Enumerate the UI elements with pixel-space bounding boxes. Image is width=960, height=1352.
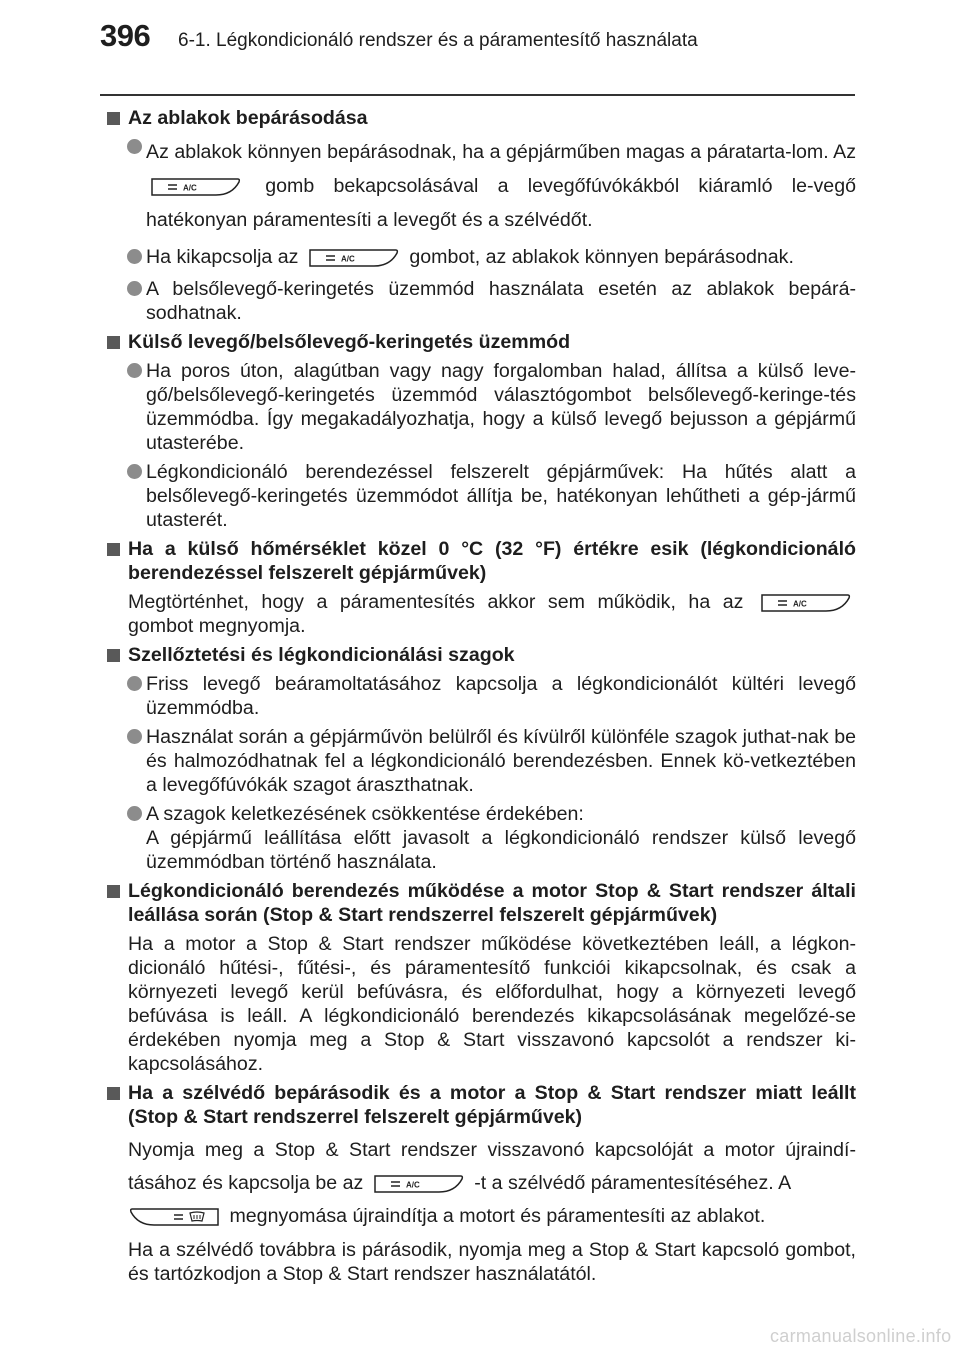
- list-item: Légkondicionáló berendezéssel felszerelt gépjárművek: Ha hűtés alatt a belsőlevegő-keringetés üzemmódot állítja be, hatékonyan lehűtheti a gép-jármű utasterét.: [107, 460, 856, 532]
- section-title: Az ablakok bepárásodása: [107, 106, 856, 130]
- windshield-defroster-icon: [128, 1206, 220, 1228]
- page-number: 396: [100, 18, 151, 53]
- bullet-dot-icon: [127, 139, 142, 154]
- list-item: Használat során a gépjárművön belülről és kívülről különféle szagok juthat-nak be és halmozódhatnak fel a légkondicionáló berendezésben. Ennek kö-vetkeztében a levegőfúvókák szagot áraszthatnak.: [107, 725, 856, 797]
- bullet-dot-icon: [127, 806, 142, 821]
- ac-button-icon: [150, 176, 242, 198]
- bullet-dot-icon: [127, 249, 142, 264]
- ac-button-icon: [373, 1173, 465, 1195]
- paragraph: Nyomja meg a Stop & Start rendszer visszavonó kapcsolóját a motor újraindí-tásához és kapcsolja be az A/C -t a szélvédő páramentesítéséhez. A megnyomása újraindítja a motort és páramentesíti az ablakot.: [128, 1139, 856, 1227]
- bullet-dot-icon: [127, 464, 142, 479]
- section-title: Szellőztetési és légkondicionálási szagok: [107, 643, 856, 667]
- list-item: Az ablakok könnyen bepárásodnak, ha a gépjárműben magas a páratarta-lom. Az A/C gomb bekapcsolásával a levegőfúvókákból kiáramló le-vegő hatékonyan páramentesíti a levegőt és a szélvédőt.: [107, 135, 856, 237]
- section-square-icon: [107, 543, 120, 556]
- paragraph: Ha a motor a Stop & Start rendszer működése következtében leáll, a légkon-dicionáló hűtési-, fűtési-, és páramentesítő funkciói kikapcsolnak, és csak a környezeti levegő kerül befúvásra, és előfordulhat, hogy a környezeti levegő befúvása is leáll. A légkondicionáló berendezés kikapcsolásának megelőzé-se érdekében nyomja meg a Stop & Start visszavonó kapcsolót a rendszer ki-kapcsolásához.: [128, 933, 856, 1075]
- section-square-icon: [107, 112, 120, 125]
- section-square-icon: [107, 336, 120, 349]
- section-square-icon: [107, 649, 120, 662]
- page-header: [0, 0, 960, 96]
- list-item: A szagok keletkezésének csökkentése érdekében: A gépjármű leállítása előtt javasolt a légkondicionáló rendszer külső levegő üzemmódban történő használata.: [107, 802, 856, 874]
- bullet-dot-icon: [127, 281, 142, 296]
- ac-button-icon: [308, 247, 400, 269]
- list-item: A belsőlevegő-keringetés üzemmód használata esetén az ablakok bepárá-sodhatnak.: [107, 277, 856, 325]
- svg-text:A/C: A/C: [793, 599, 807, 609]
- section-title: Ha a külső hőmérséklet közel 0 °C (32 °F) értékre esik (légkondicionáló berendezéssel felszerelt gépjárművek): [107, 537, 856, 585]
- list-item: Ha poros úton, alagútban vagy nagy forgalomban halad, állítsa a külső leve-gő/belsőlevegő-keringetés üzemmód választógombot belsőlevegő-keringe-tés üzemmódba. Így megakadályozhatja, hogy a külső levegő bejusson a gépjármű utasterébe.: [107, 359, 856, 455]
- list-item: Ha kikapcsolja az A/C gombot, az ablakok könnyen bepárásodnak.: [107, 242, 856, 272]
- svg-text:A/C: A/C: [405, 1180, 420, 1190]
- paragraph: Megtörténhet, hogy a páramentesítés akkor sem működik, ha az A/C gombot megnyomja.: [107, 590, 856, 638]
- section-title: Ha a szélvédő bepárásodik és a motor a Stop & Start rendszer miatt leállt (Stop & Start rendszerrel felszerelt gépjárművek): [107, 1081, 856, 1129]
- section-square-icon: [107, 1087, 120, 1100]
- bullet-dot-icon: [127, 363, 142, 378]
- section-title: Külső levegő/belsőlevegő-keringetés üzemmód: [107, 330, 856, 354]
- watermark: carmanualsonline.info: [770, 1326, 952, 1346]
- page-content: [107, 106, 856, 1286]
- section-square-icon: [107, 885, 120, 898]
- header-divider: [100, 94, 855, 96]
- list-item: Friss levegő beáramoltatásához kapcsolja a légkondicionálót kültéri levegő üzemmódba.: [107, 672, 856, 720]
- paragraph: Ha a szélvédő továbbra is párásodik, nyomja meg a Stop & Start kapcsoló gombot, és tartózkodjon a Stop & Start rendszer használatától.: [128, 1239, 856, 1285]
- ac-button-icon: [760, 592, 852, 614]
- section-title: Légkondicionáló berendezés működése a motor Stop & Start rendszer általi leállása során (Stop & Start rendszerrel felszerelt gépjárművek): [107, 879, 856, 927]
- bullet-dot-icon: [127, 729, 142, 744]
- chapter-title: 6-1. Légkondicionáló rendszer és a páramentesítő használata: [178, 30, 698, 51]
- svg-text:A/C: A/C: [183, 183, 197, 193]
- bullet-dot-icon: [127, 676, 142, 691]
- svg-text:A/C: A/C: [340, 254, 355, 264]
